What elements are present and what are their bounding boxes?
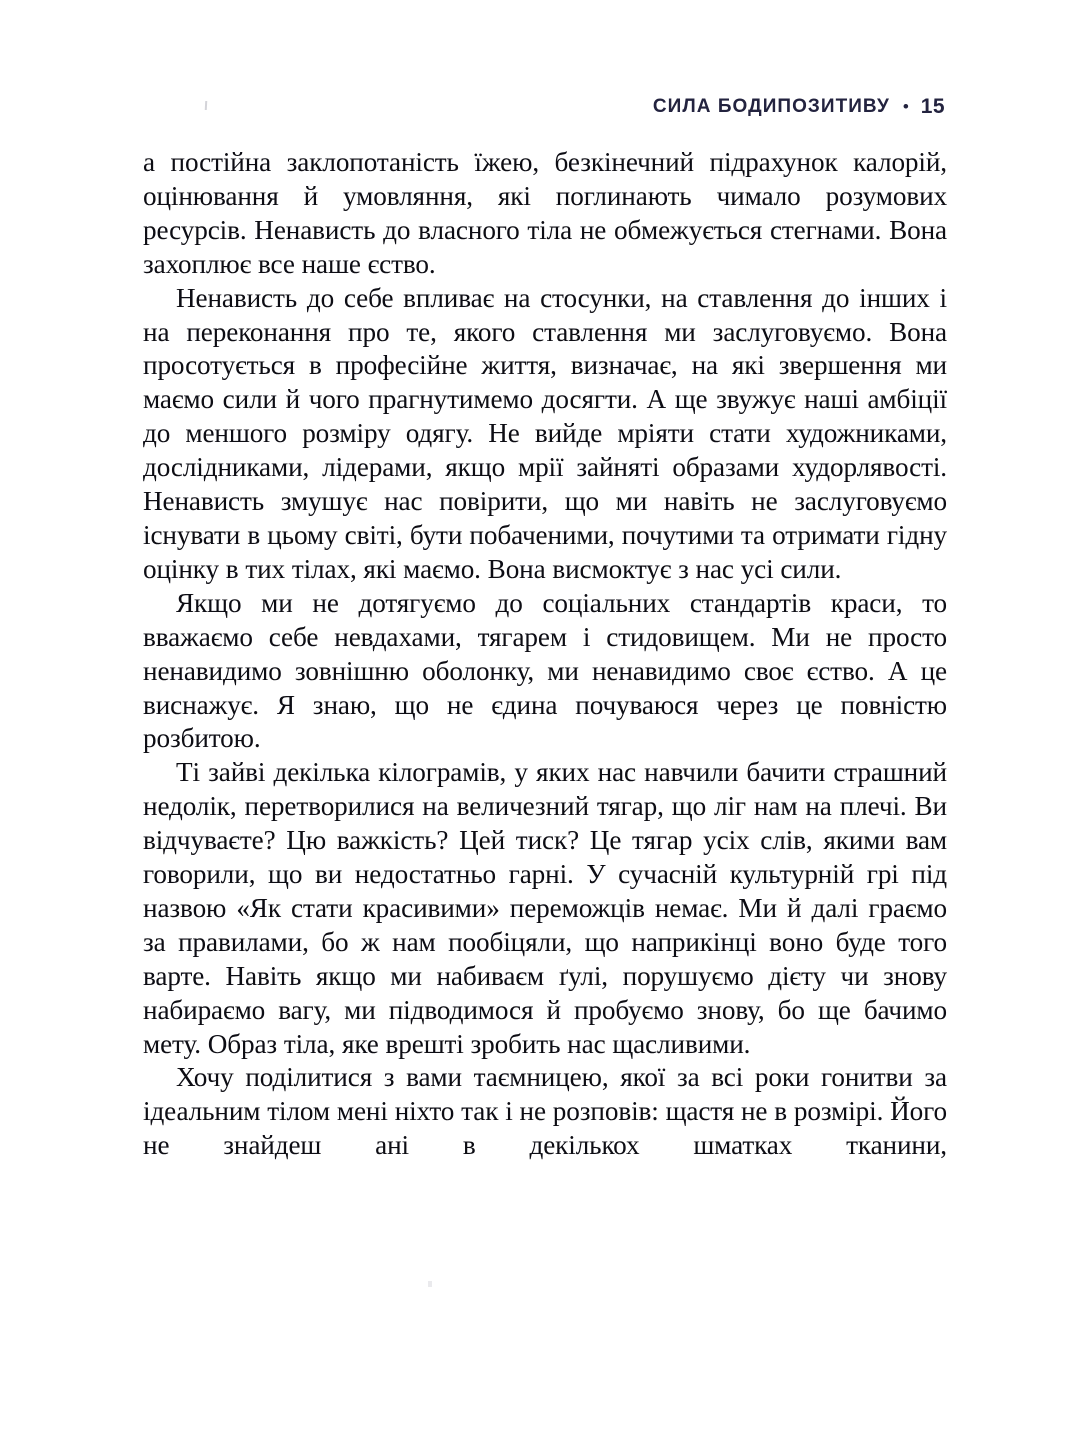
- running-head: [140, 92, 945, 122]
- paragraph: Ті зайві декілька кілограмів, у яких нас навчили бачити страшний недолік, перетворилися на величезний тягар, що ліг нам на плечі. Ви відчуваєте? Цю важкість? Цей тиск? Це тягар усіх слів, якими вам говорили, що ви недостатньо гарні. У сучасній культурній грі під назвою «Як стати красивими» переможців немає. Ми й далі граємо за правилами, бо ж нам пообіцяли, що наприкінці воно буде того варте. Навіть якщо ми набиваєм ґулі, порушуємо дієту чи знову набираємо вагу, ми підводимося й пробуємо знову, бо ще бачимо мету. Образ тіла, яке врешті зробить нас щасливими.: [143, 757, 947, 1059]
- paragraph: а постійна заклопотаність їжею, безкінечний підрахунок калорій, оцінювання й умовляння, які поглинають чимало розумових ресурсів. Ненависть до власного тіла не обмежується стегнами. Вона захоплює все наше єство.: [143, 147, 947, 279]
- scan-artifact-mark: [428, 1281, 432, 1287]
- paragraph: Ненависть до себе впливає на стосунки, на ставлення до інших і на переконання про те, якого ставлення ми заслуговуємо. Вона просотується в професійне життя, визначає, на які звершення ми маємо сили й чого прагнутимемо досягти. А ще звужує наші амбіції до меншого розміру одягу. Не вийде мріяти стати художниками, дослідниками, лідерами, якщо мрії зайняті образами худорлявості. Ненависть змушує нас повірити, що ми навіть не заслуговуємо існувати в цьому світі, бути побаченими, почутими та отримати гідну оцінку в тих тілах, які маємо. Вона висмоктує з нас усі сили.: [143, 282, 947, 584]
- paragraph: Хочу поділитися з вами таємницею, якої за всі роки гонитви за ідеальним тілом мені ніхто так і не розповів: щастя не в розмірі. Його не знайдеш ані в декількох шматках тканини,: [143, 1062, 947, 1161]
- page-number: 15: [920, 95, 945, 118]
- running-head-title: СИЛА БОДИПОЗИТИВУ: [652, 96, 890, 117]
- paragraph: Якщо ми не дотягуємо до соціальних стандартів краси, то вважаємо себе невдахами, тягарем і стидовищем. Ми не просто ненавидимо зовнішню оболонку, ми ненавидимо своє єство. А це виснажує. Я знаю, що не єдина почуваюся через це повністю розбитою.: [143, 587, 947, 754]
- body-text-block: [143, 146, 947, 1197]
- bullet-separator-icon: •: [902, 96, 909, 116]
